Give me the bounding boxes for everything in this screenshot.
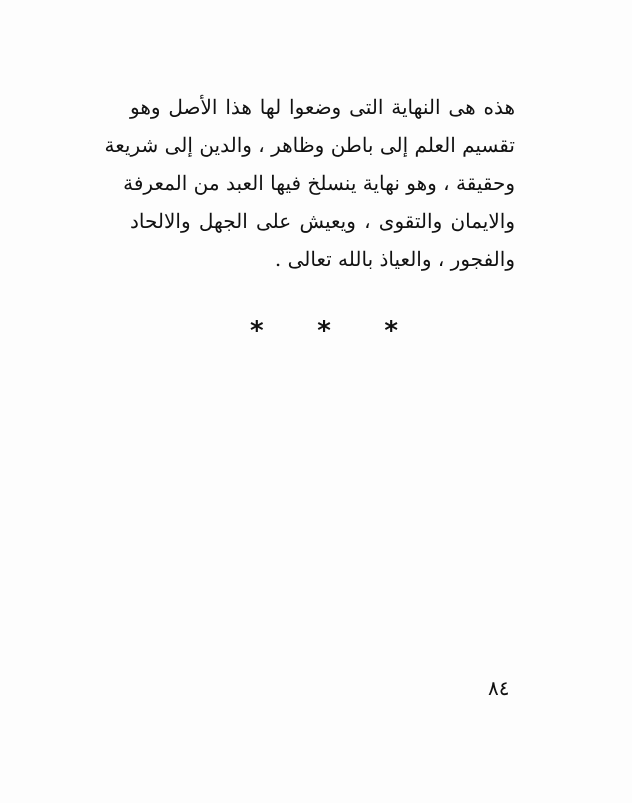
page-number: ٨٤: [488, 676, 510, 700]
paragraph-line-2: تقسيم العلم إلى باطن وظاهر ، والدين إلى شريعة: [104, 133, 515, 157]
paragraph-line-3: وحقيقة ، وهو نهاية ينسلخ فيها العبد من المعرفة: [123, 171, 515, 195]
section-separator: [250, 316, 398, 346]
paragraph-line-4: والايمان والتقوى ، ويعيش على الجهل والالحاد: [130, 209, 515, 233]
body-paragraph: [104, 88, 515, 278]
paragraph-line-1: هذه هى النهاية التى وضعوا لها هذا الأصل وهو: [130, 95, 515, 119]
asterisk-glyph: *: [317, 316, 331, 346]
paragraph-line-5: والفجور ، والعياذ بالله تعالى .: [274, 247, 515, 271]
asterisk-glyph: *: [384, 316, 398, 346]
asterisk-glyph: *: [250, 316, 264, 346]
